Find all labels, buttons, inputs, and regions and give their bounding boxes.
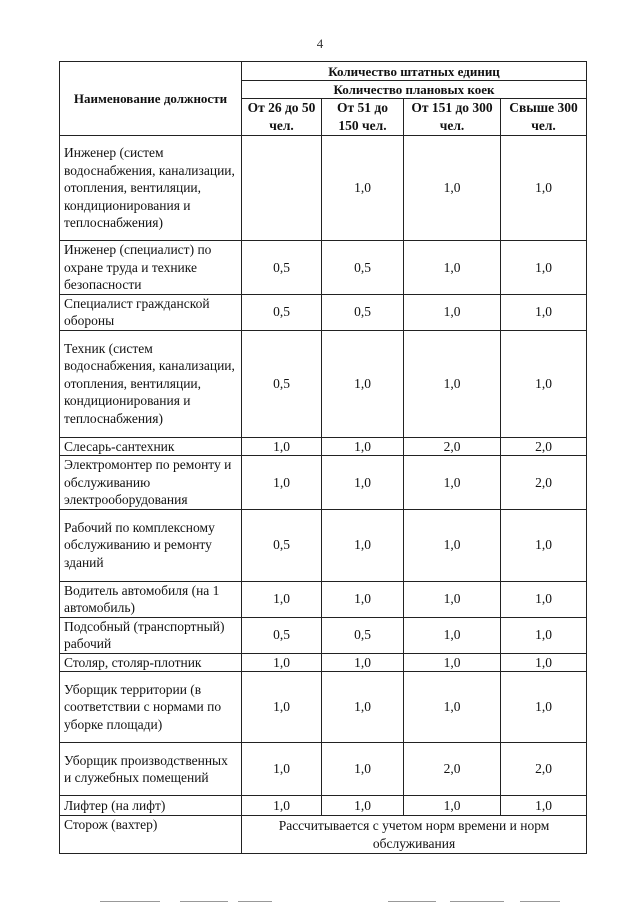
- staff-count-cell: 0,5: [322, 617, 404, 653]
- position-name: Сторож (вахтер): [60, 816, 242, 854]
- staff-table: [59, 61, 587, 854]
- staff-count-cell: 1,0: [404, 456, 501, 510]
- staff-count-cell: 0,5: [322, 294, 404, 330]
- staff-count-cell: 1,0: [501, 581, 587, 617]
- staff-count-cell: 1,0: [242, 796, 322, 816]
- table-row: [60, 617, 587, 653]
- staff-count-cell: 1,0: [242, 653, 322, 672]
- footer-rule: [450, 901, 504, 902]
- staff-count-cell: 1,0: [501, 796, 587, 816]
- table-body: [60, 136, 587, 816]
- group-header: От 51 до 150 чел.: [322, 99, 404, 136]
- staff-count-cell: 1,0: [322, 437, 404, 456]
- table-row: [60, 796, 587, 816]
- position-name: Уборщик территории (в соответствии с нормами по уборке площади): [60, 672, 242, 743]
- staff-count-cell: 1,0: [242, 743, 322, 796]
- table-row: [60, 294, 587, 330]
- staff-count-cell: 1,0: [501, 294, 587, 330]
- footer-rule: [180, 901, 228, 902]
- position-name: Техник (систем водоснабжения, канализации, отопления, вентиляции, кондиционирования и теплоснабжения): [60, 330, 242, 437]
- table-row: [60, 672, 587, 743]
- planned-beds-header: Количество плановых коек: [242, 81, 587, 99]
- footer-rule: [388, 901, 436, 902]
- staff-count-cell: 1,0: [501, 136, 587, 241]
- staff-count-cell: 0,5: [242, 294, 322, 330]
- page-number: 4: [316, 36, 324, 51]
- table-row: [60, 241, 587, 295]
- staff-count-cell: [242, 136, 322, 241]
- staff-count-cell: 1,0: [501, 617, 587, 653]
- group-header: Свыше 300 чел.: [501, 99, 587, 136]
- table-row: [60, 136, 587, 241]
- table-row: [60, 581, 587, 617]
- staff-count-cell: 0,5: [242, 617, 322, 653]
- staff-count-cell: 1,0: [322, 653, 404, 672]
- staff-count-cell: 1,0: [404, 581, 501, 617]
- staff-count-cell: 2,0: [404, 437, 501, 456]
- staff-count-cell: 1,0: [501, 509, 587, 581]
- position-name: Водитель автомобиля (на 1 автомобиль): [60, 581, 242, 617]
- staff-count-cell: 0,5: [322, 241, 404, 295]
- staff-units-header: Количество штатных единиц: [242, 62, 587, 81]
- staff-count-cell: 2,0: [501, 437, 587, 456]
- staff-count-cell: 1,0: [404, 330, 501, 437]
- staff-count-cell: 1,0: [322, 796, 404, 816]
- position-name: Лифтер (на лифт): [60, 796, 242, 816]
- staff-count-cell: 1,0: [501, 653, 587, 672]
- staff-count-cell: 1,0: [501, 330, 587, 437]
- table-row: [60, 509, 587, 581]
- staff-count-cell: 1,0: [404, 796, 501, 816]
- staff-count-cell: 1,0: [404, 672, 501, 743]
- group-header: От 151 до 300 чел.: [404, 99, 501, 136]
- staff-count-cell: 1,0: [322, 743, 404, 796]
- table-row: [60, 743, 587, 796]
- group-header: От 26 до 50 чел.: [242, 99, 322, 136]
- staff-count-cell: 0,5: [242, 509, 322, 581]
- table-row: [60, 437, 587, 456]
- staff-count-cell: 1,0: [501, 241, 587, 295]
- position-name: Специалист гражданской обороны: [60, 294, 242, 330]
- position-name: Электромонтер по ремонту и обслуживанию электрооборудования: [60, 456, 242, 510]
- staff-count-cell: 1,0: [322, 330, 404, 437]
- position-name: Уборщик производственных и служебных помещений: [60, 743, 242, 796]
- staff-count-cell: 1,0: [242, 437, 322, 456]
- staff-count-cell: 1,0: [404, 294, 501, 330]
- table-row: [60, 330, 587, 437]
- staff-count-cell: 1,0: [404, 136, 501, 241]
- staff-count-cell: 2,0: [501, 743, 587, 796]
- position-name: Инженер (специалист) по охране труда и технике безопасности: [60, 241, 242, 295]
- table-row: [60, 456, 587, 510]
- staff-count-cell: 1,0: [322, 509, 404, 581]
- footer-rule: [520, 901, 560, 902]
- footer-rule: [238, 901, 272, 902]
- staff-count-cell: 0,5: [242, 241, 322, 295]
- position-name: Подсобный (транспортный) рабочий: [60, 617, 242, 653]
- position-name: Инженер (систем водоснабжения, канализации, отопления, вентиляции, кондиционирования и теплоснабжения): [60, 136, 242, 241]
- position-name: Рабочий по комплексному обслуживанию и ремонту зданий: [60, 509, 242, 581]
- staff-count-cell: 1,0: [404, 241, 501, 295]
- table-row: [60, 653, 587, 672]
- staff-count-cell: 1,0: [322, 456, 404, 510]
- staff-count-cell: 1,0: [242, 456, 322, 510]
- staff-count-cell: 1,0: [242, 672, 322, 743]
- staff-count-cell: 1,0: [404, 653, 501, 672]
- staff-count-cell: 1,0: [404, 509, 501, 581]
- staff-count-cell: 1,0: [404, 617, 501, 653]
- position-name: Столяр, столяр-плотник: [60, 653, 242, 672]
- staff-count-cell: 0,5: [242, 330, 322, 437]
- staff-count-cell: 1,0: [242, 581, 322, 617]
- position-header: Наименование должности: [60, 62, 242, 136]
- staff-count-cell: 2,0: [404, 743, 501, 796]
- footer-rule: [100, 901, 160, 902]
- staff-count-cell: 1,0: [322, 672, 404, 743]
- staff-count-cell: 2,0: [501, 456, 587, 510]
- staff-count-cell: 1,0: [501, 672, 587, 743]
- table-row: [60, 816, 587, 854]
- staff-count-cell: 1,0: [322, 136, 404, 241]
- calculation-note: Рассчитывается с учетом норм времени и норм обслуживания: [242, 816, 587, 854]
- staff-count-cell: 1,0: [322, 581, 404, 617]
- position-name: Слесарь-сантехник: [60, 437, 242, 456]
